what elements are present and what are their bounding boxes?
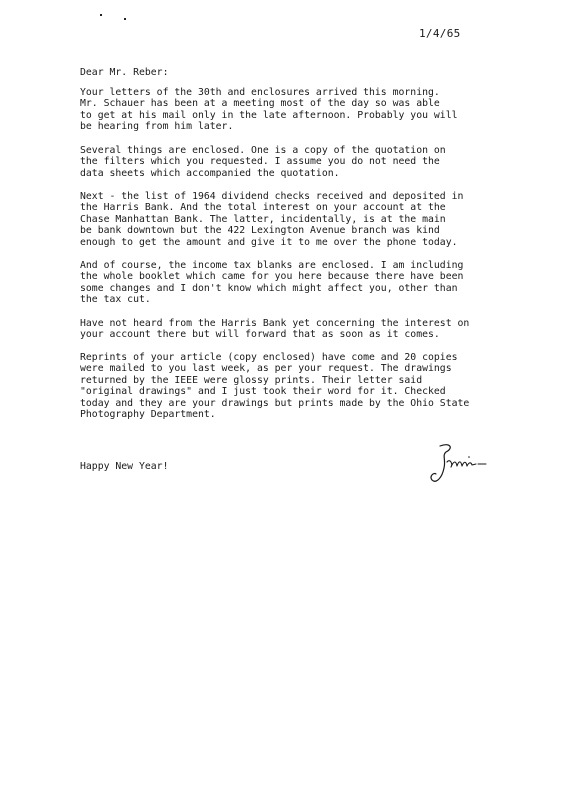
paragraph-letters-arrived: Your letters of the 30th and enclosures arrived this morning. Mr. Schauer has been at a meeting most of the day so was able to get at his mail only in the late afternoon. Probably you will be hearing from him later. bbox=[80, 87, 458, 133]
scan-speck bbox=[124, 18, 126, 20]
paragraph-reprints: Reprints of your article (copy enclosed) have come and 20 copies were mailed to you last week, as per your request. The drawings returned by the IEEE were glossy prints. Their letter said "original drawings" and I just took their word for it. Checked today and they are your drawings but prints made by the Ohio State Photography Department. bbox=[80, 352, 470, 421]
handwritten-signature bbox=[420, 440, 510, 490]
paragraph-dividend-checks: Next - the list of 1964 dividend checks received and deposited in the Harris Bank. And the total interest on your account at the Chase Manhattan Bank. The latter, incidentally, is at the main be bank downtown but the 422 Lexington Avenue branch was kind enough to get the amount and give it to me over the phone today. bbox=[80, 191, 464, 248]
paragraph-harris-bank: Have not heard from the Harris Bank yet concerning the interest on your account there but will forward that as soon as it comes. bbox=[80, 318, 470, 341]
scan-speck bbox=[100, 14, 102, 16]
letter-greeting: Dear Mr. Reber: bbox=[80, 67, 169, 78]
letter-closing: Happy New Year! bbox=[80, 461, 169, 472]
letter-date: 1/4/65 bbox=[419, 27, 461, 40]
paragraph-tax-blanks: And of course, the income tax blanks are enclosed. I am including the whole booklet which came for you here because there have been some changes and I don't know which might affect you, other than the tax cut. bbox=[80, 260, 464, 306]
paragraph-enclosures: Several things are enclosed. One is a copy of the quotation on the filters which you requested. I assume you do not need the data sheets which accompanied the quotation. bbox=[80, 145, 446, 179]
